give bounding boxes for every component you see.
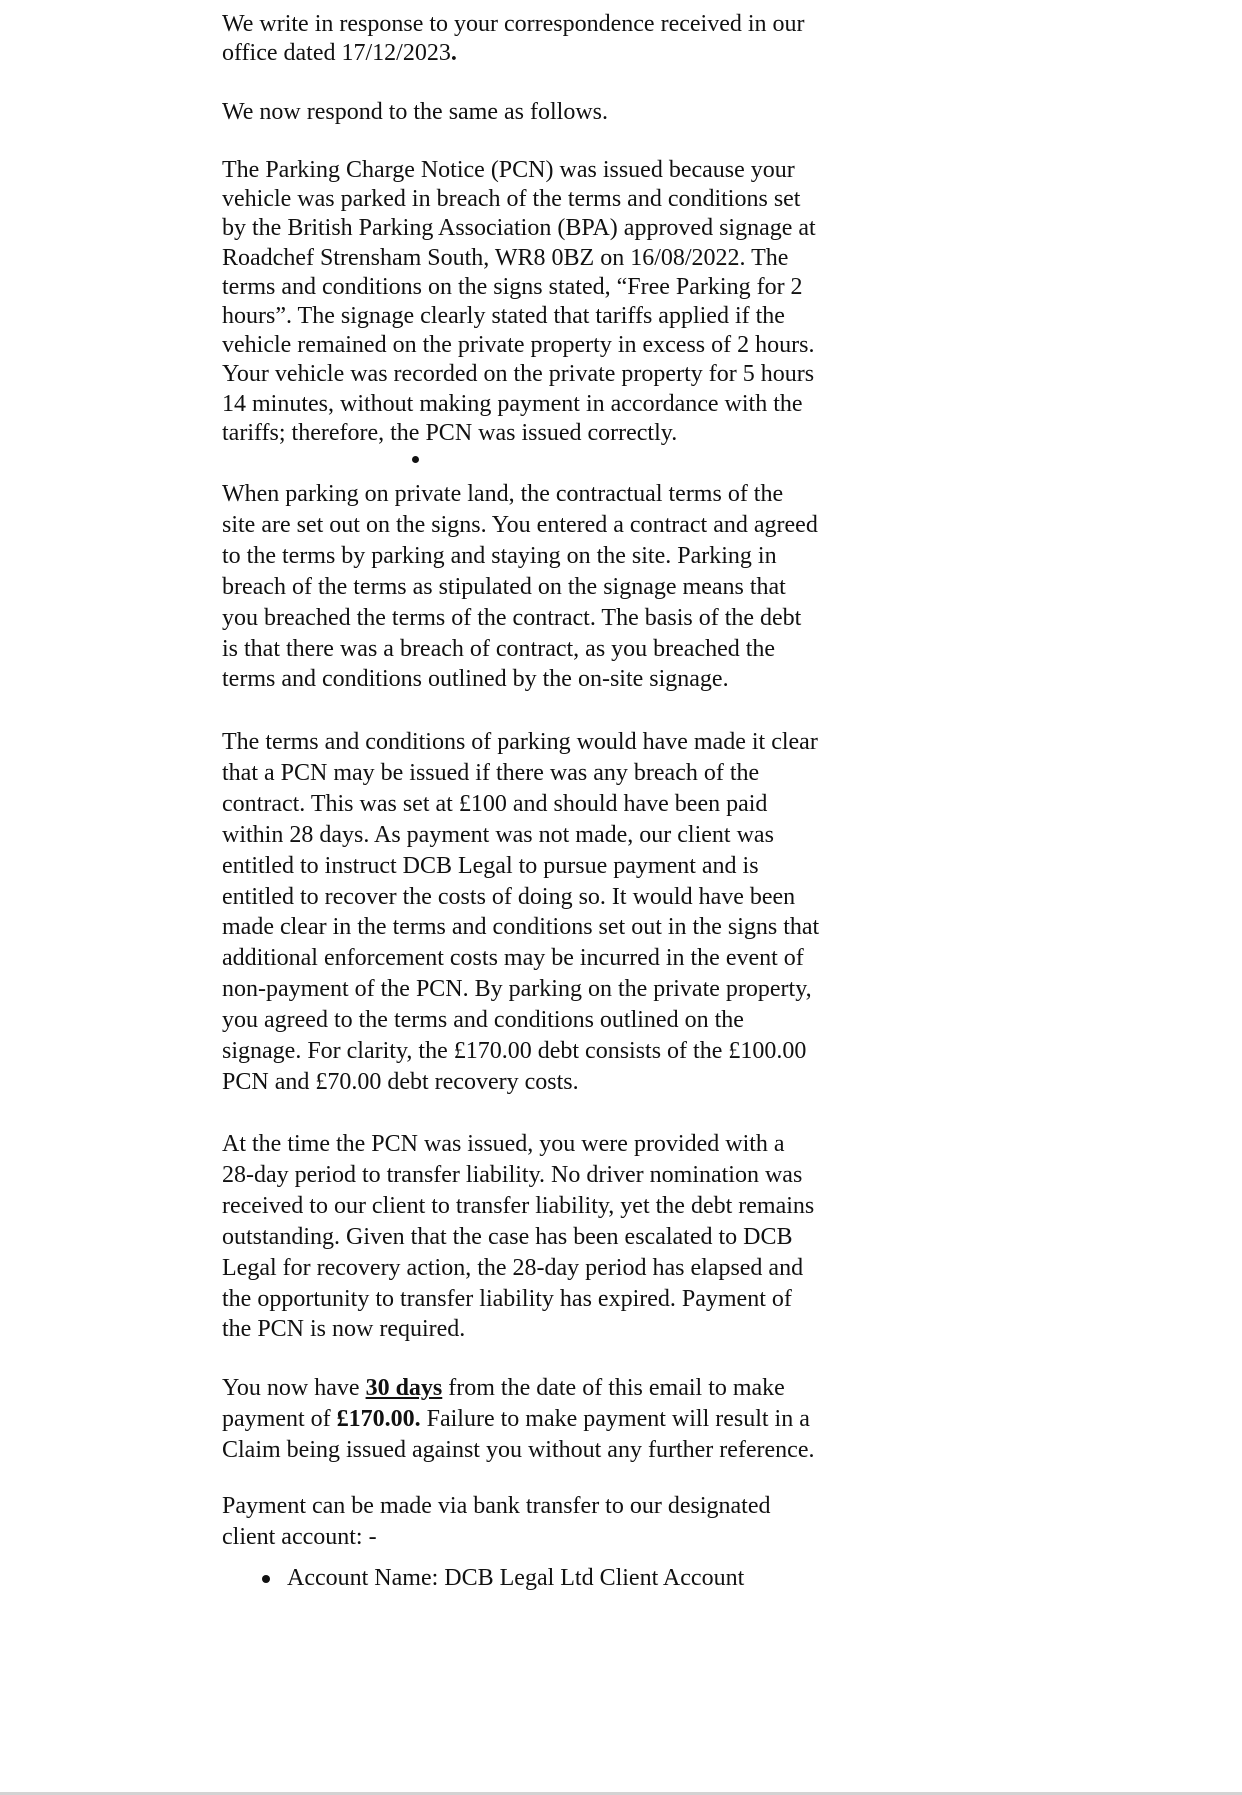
pcn-issued-paragraph: The Parking Charge Notice (PCN) was issued because your vehicle was parked in breach of the terms and conditions set by the British Parking Association (BPA) approved signage at Roadchef Strensham South, WR8 0BZ on 16/08/2022. The terms and conditions on the signs stated, “Free Parking for 2 hours”. The signage clearly stated that tariffs applied if the vehicle remained on the private property in excess of 2 hours. Your vehicle was recorded on the private property for 5 hours 14 minutes, without making payment in accordance with the tariffs; therefore, the PCN was issued correctly. (222, 157, 816, 446)
respond-paragraph: We now respond to the same as follows. (222, 99, 608, 125)
bullet-icon (412, 456, 419, 463)
liability-paragraph: At the time the PCN was issued, you were provided with a 28-day period to transfer liability. No driver nomination was received to our client to transfer liability, yet the debt remains outstanding. Given that the case has been escalated to DCB Legal for recovery action, the 28-day period has elapsed and the opportunity to transfer liability has expired. Payment of the PCN is now required. (222, 1131, 815, 1343)
payment-deadline-paragraph (222, 1373, 822, 1466)
payment-intro-paragraph: Payment can be made via bank transfer to our designated client account: - (222, 1493, 771, 1550)
deadline-text-start: You now have (222, 1375, 366, 1401)
deadline-days: 30 days (365, 1375, 443, 1401)
private-land-paragraph: When parking on private land, the contractual terms of the site are set out on the signs. You entered a contract and agreed to the terms by parking and staying on the site. Parking in breach of the terms as stipulated on the signage means that you breached the terms of the contract. The basis of the debt is that there was a breach of contract, as you breached the terms and conditions outlined by the on-site signage. (222, 481, 818, 693)
bank-details-list (222, 1563, 822, 1593)
deadline-amount: £170.00. (336, 1405, 421, 1432)
account-name-text: Account Name: DCB Legal Ltd Client Account (287, 1565, 745, 1591)
bullet-icon (262, 1575, 270, 1583)
deadline-text-end: Failure to make payment will result in a Claim being issued against you without any further reference. (222, 1405, 815, 1463)
intro-text: We write in response to your correspondence received in our office dated 17/12/2023 (222, 11, 805, 67)
intro-period: . (450, 40, 457, 67)
terms-paragraph: The terms and conditions of parking would have made it clear that a PCN may be issued if there was any breach of the contract. This was set at £100 and should have been paid within 28 days. As payment was not made, our client was entitled to instruct DCB Legal to pursue payment and is entitled to recover the costs of doing so. It would have been made clear in the terms and conditions set out in the signs that additional enforcement costs may be incurred in the event of non-payment of the PCN. By parking on the private property, you agreed to the terms and conditions outlined on the signage. For clarity, the £170.00 debt consists of the £100.00 PCN and £70.00 debt recovery costs. (222, 729, 820, 1095)
deadline-text-middle: from the date of this email to make payment of (222, 1375, 785, 1432)
list-item (222, 1563, 822, 1593)
intro-paragraph (222, 10, 822, 68)
